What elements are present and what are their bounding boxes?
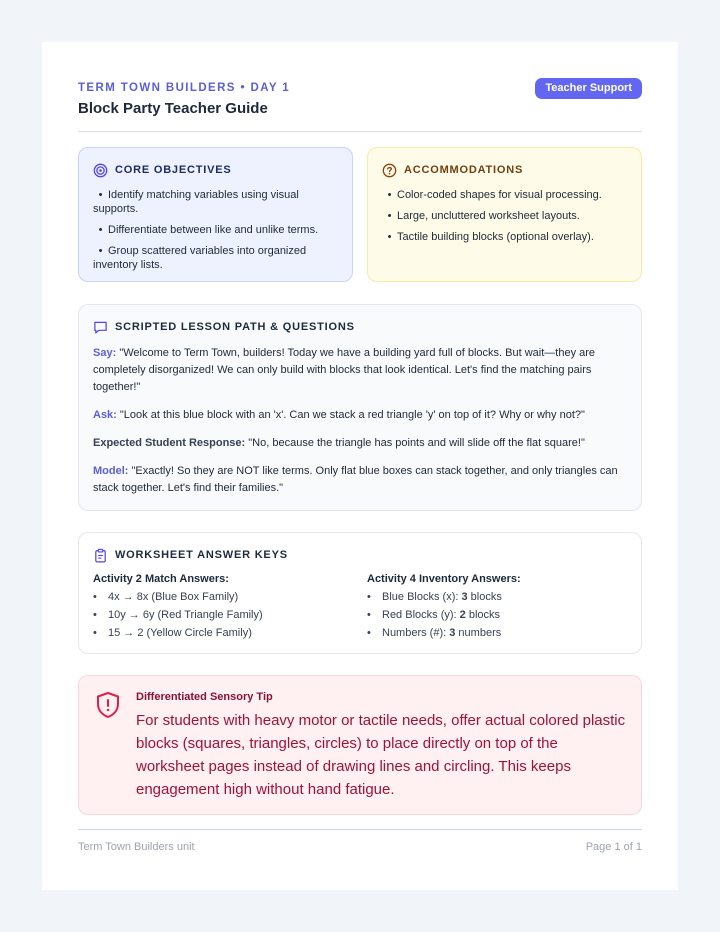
accommodations-heading: ACCOMMODATIONS [404,164,524,176]
model-text: "Exactly! So they are NOT like terms. Only flat blue boxes can stack together, and only triangles can stack together. Let's find their families." [93,465,618,494]
objectives-list [93,188,341,279]
teacher-support-badge: Teacher Support [535,78,642,99]
answer-keys-header [93,547,288,563]
lesson-script-card [78,304,642,511]
lesson-script-header [93,319,355,335]
unit-kicker: TERM TOWN BUILDERS • DAY 1 [78,82,291,94]
core-objectives-card [78,147,353,282]
list-item: • Red Blocks (y): 2 blocks [367,609,501,621]
say-text: "Welcome to Term Town, builders! Today we have a building yard full of blocks. But wait—they are completely disorganized! We can only build with blocks that look identical. Let's find the matching pairs together!" [93,347,596,393]
accommodations-card [367,147,642,282]
list-item: • 10y → 6y (Red Triangle Family) [93,609,263,621]
activity4-column [367,573,617,642]
list-item: • Identify matching variables using visual supports. [93,189,299,215]
model-paragraph [93,463,623,497]
shield-alert-icon [95,691,121,719]
activity4-list [367,588,617,642]
core-objectives-header [93,162,232,178]
footer-page-number: Page 1 of 1 [585,841,642,853]
expected-response-paragraph [93,435,623,452]
expected-response-label: Expected Student Response: [93,437,246,449]
answer-keys-card [78,532,642,654]
ask-paragraph [93,407,623,424]
accommodations-header [382,162,523,178]
say-label: Say: [93,347,117,359]
list-item: • Tactile building blocks (optional overlay). [387,231,594,243]
list-item: • Differentiate between like and unlike terms. [98,224,319,236]
sensory-tip-title: Differentiated Sensory Tip [136,691,273,703]
target-icon [93,163,108,178]
lesson-script-heading: SCRIPTED LESSON PATH & QUESTIONS [115,321,355,333]
activity2-title: Activity 2 Match Answers: [93,573,229,585]
expected-response-text: "No, because the triangle has points and will slide off the flat square!" [248,437,585,449]
list-item: • 4x → 8x (Blue Box Family) [93,591,239,603]
clipboard-icon [93,548,108,563]
list-item: • Group scattered variables into organized inventory lists. [93,245,307,271]
footer-unit-name: Term Town Builders unit [78,841,195,853]
model-label: Model: [93,465,129,477]
core-objectives-heading: CORE OBJECTIVES [115,164,232,176]
sensory-tip-body: For students with heavy motor or tactile needs, offer actual colored plastic blocks (squares, triangles, circles) to place directly on top of the worksheet pages instead of drawing lines and circling. This keeps engagement high without hand fatigue. [136,712,626,798]
list-item: • Color-coded shapes for visual processing. [387,189,602,201]
page-title: Block Party Teacher Guide [78,100,268,117]
sensory-tip-card [78,675,642,815]
ask-label: Ask: [93,409,117,421]
activity4-title: Activity 4 Inventory Answers: [367,573,521,585]
accommodations-list [382,188,630,251]
activity2-column [93,573,343,642]
list-item: • 15 → 2 (Yellow Circle Family) [93,627,252,639]
question-circle-icon [382,163,397,178]
list-item: • Numbers (#): 3 numbers [367,627,502,639]
chat-bubble-icon [93,320,108,335]
list-item: • Large, uncluttered worksheet layouts. [387,210,580,222]
ask-text: "Look at this blue block with an 'x'. Can we stack a red triangle 'y' on top of it? Why or why not?" [119,409,585,421]
page-header [78,78,642,132]
list-item: • Blue Blocks (x): 3 blocks [367,591,502,603]
page-footer [78,829,642,859]
answer-keys-heading: WORKSHEET ANSWER KEYS [115,549,288,561]
activity2-list [93,588,343,642]
guide-page [42,42,678,890]
say-paragraph [93,345,623,396]
